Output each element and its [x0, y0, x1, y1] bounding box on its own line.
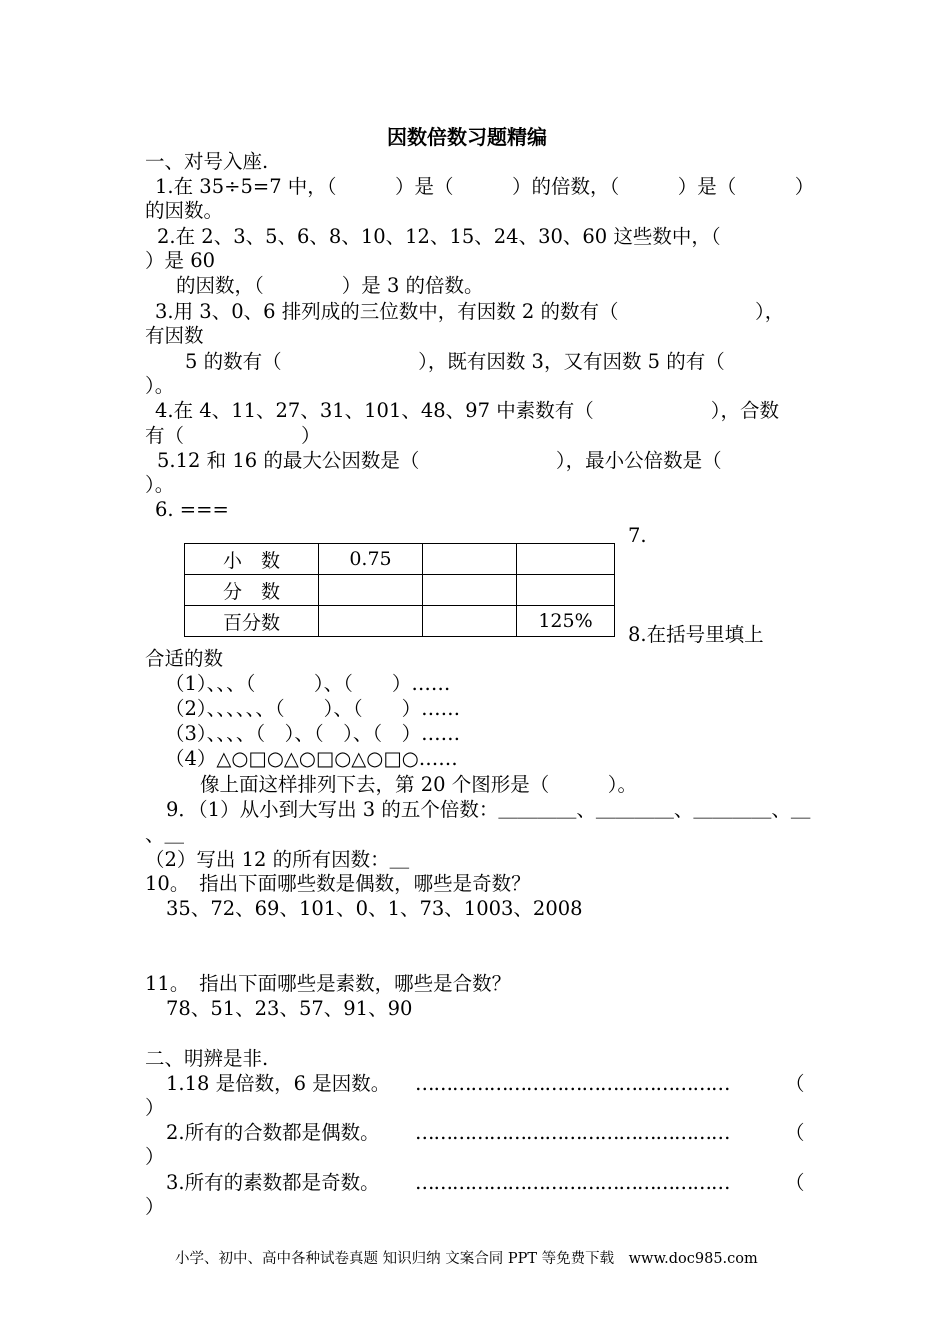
q6-line: 6. ===: [155, 498, 229, 521]
q8-sub2: （2）、、、、、、（ ）、（ ）……: [165, 697, 461, 720]
table-cell: 0.75: [319, 544, 423, 575]
q9-line3: （2）写出 12 的所有因数：＿: [145, 848, 410, 871]
q3-line2: 有因数: [145, 324, 204, 347]
q1-line1: 1.在 35÷5=7 中，（ ）是（ ）的倍数，（ ）是（ ）: [155, 175, 815, 198]
q8-sub1: （1）、、、（ ）、（ ）……: [165, 672, 451, 695]
q10-line1: 10。 指出下面哪些数是偶数，哪些是奇数？: [145, 872, 531, 895]
judge-item-3-close: ）: [145, 1195, 165, 1218]
table-cell: 125%: [517, 606, 615, 637]
judge-item-3-open: （: [785, 1171, 805, 1194]
page-title: 因数倍数习题精编: [387, 125, 547, 149]
q10-line2: 35、72、69、101、0、1、73、1003、2008: [166, 897, 583, 920]
q3-line4: ）。: [145, 374, 175, 397]
q1-line2: 的因数。: [145, 199, 224, 222]
judge-item-2-close: ）: [145, 1145, 165, 1168]
judge-item-1-open: （: [785, 1072, 805, 1095]
q5-line1: 5.12 和 16 的最大公因数是（ ），最小公倍数是（: [157, 449, 722, 472]
q8-sub4: （4）△○□○△○□○△○□○……: [165, 747, 458, 770]
table-cell: [319, 575, 423, 606]
q3-line3: 5 的数有（ ），既有因数 3，又有因数 5 的有（: [185, 350, 725, 373]
q11-line2: 78、51、23、57、91、90: [166, 997, 413, 1020]
page-footer: 小学、初中、高中各种试卷真题 知识归纳 文案合同 PPT 等免费下载 www.doc985.com: [175, 1251, 758, 1267]
q5-line2: ）。: [145, 473, 175, 496]
judge-item-2-dots: ……………………………………………: [415, 1121, 730, 1144]
table-row: [185, 544, 615, 575]
table-row: [185, 575, 615, 606]
table-cell: [423, 606, 517, 637]
conversion-table: [184, 543, 615, 637]
q11-line1: 11。 指出下面哪些是素数，哪些是合数？: [145, 972, 512, 995]
judge-item-3-dots: ……………………………………………: [415, 1171, 730, 1194]
table-cell: 小 数: [185, 544, 319, 575]
table-row: [185, 606, 615, 637]
section2-heading: 二、明辨是非.: [145, 1047, 269, 1070]
q8-line2: 合适的数: [145, 647, 224, 670]
judge-item-3-text: 3.所有的素数都是奇数。: [166, 1171, 380, 1194]
judge-item-2-open: （: [785, 1121, 805, 1144]
table-cell: [423, 544, 517, 575]
q4-line1: 4.在 4、11、27、31、101、48、97 中素数有（ ），合数: [155, 399, 779, 422]
q8-sub3: （3）、、、、（ ）、（ ）、（ ）……: [165, 722, 461, 745]
q8-line1: 8.在括号里填上: [628, 623, 764, 646]
q3-line1: 3.用 3、0、6 排列成的三位数中，有因数 2 的数有（ ），: [155, 300, 785, 323]
q2-line1: 2.在 2、3、5、6、8、10、12、15、24、30、60 这些数中，（: [157, 225, 721, 248]
table-cell: 分 数: [185, 575, 319, 606]
table-cell: [517, 544, 615, 575]
table-cell: [319, 606, 423, 637]
table-cell: 百分数: [185, 606, 319, 637]
q2-line2: ）是 60: [145, 249, 216, 272]
q2-line3: 的因数，（ ）是 3 的倍数。: [176, 274, 484, 297]
judge-item-1-text: 1.18 是倍数，6 是因数。: [166, 1072, 391, 1095]
q4-line2: 有（ ）: [145, 424, 321, 447]
judge-item-2-text: 2.所有的合数都是偶数。: [166, 1121, 380, 1144]
q8-sub4-question: 像上面这样排列下去，第 20 个图形是（ ）。: [200, 773, 637, 796]
q7-line: 7.: [628, 524, 647, 547]
judge-item-1-dots: ……………………………………………: [415, 1072, 730, 1095]
section1-heading: 一、对号入座.: [145, 150, 269, 173]
q9-line2: 、＿: [145, 823, 185, 846]
judge-item-1-close: ）: [145, 1096, 165, 1119]
q9-line1: 9．（1）从小到大写出 3 的五个倍数：＿＿＿＿、＿＿＿＿、＿＿＿＿、＿: [166, 798, 811, 821]
table-cell: [517, 575, 615, 606]
table-cell: [423, 575, 517, 606]
